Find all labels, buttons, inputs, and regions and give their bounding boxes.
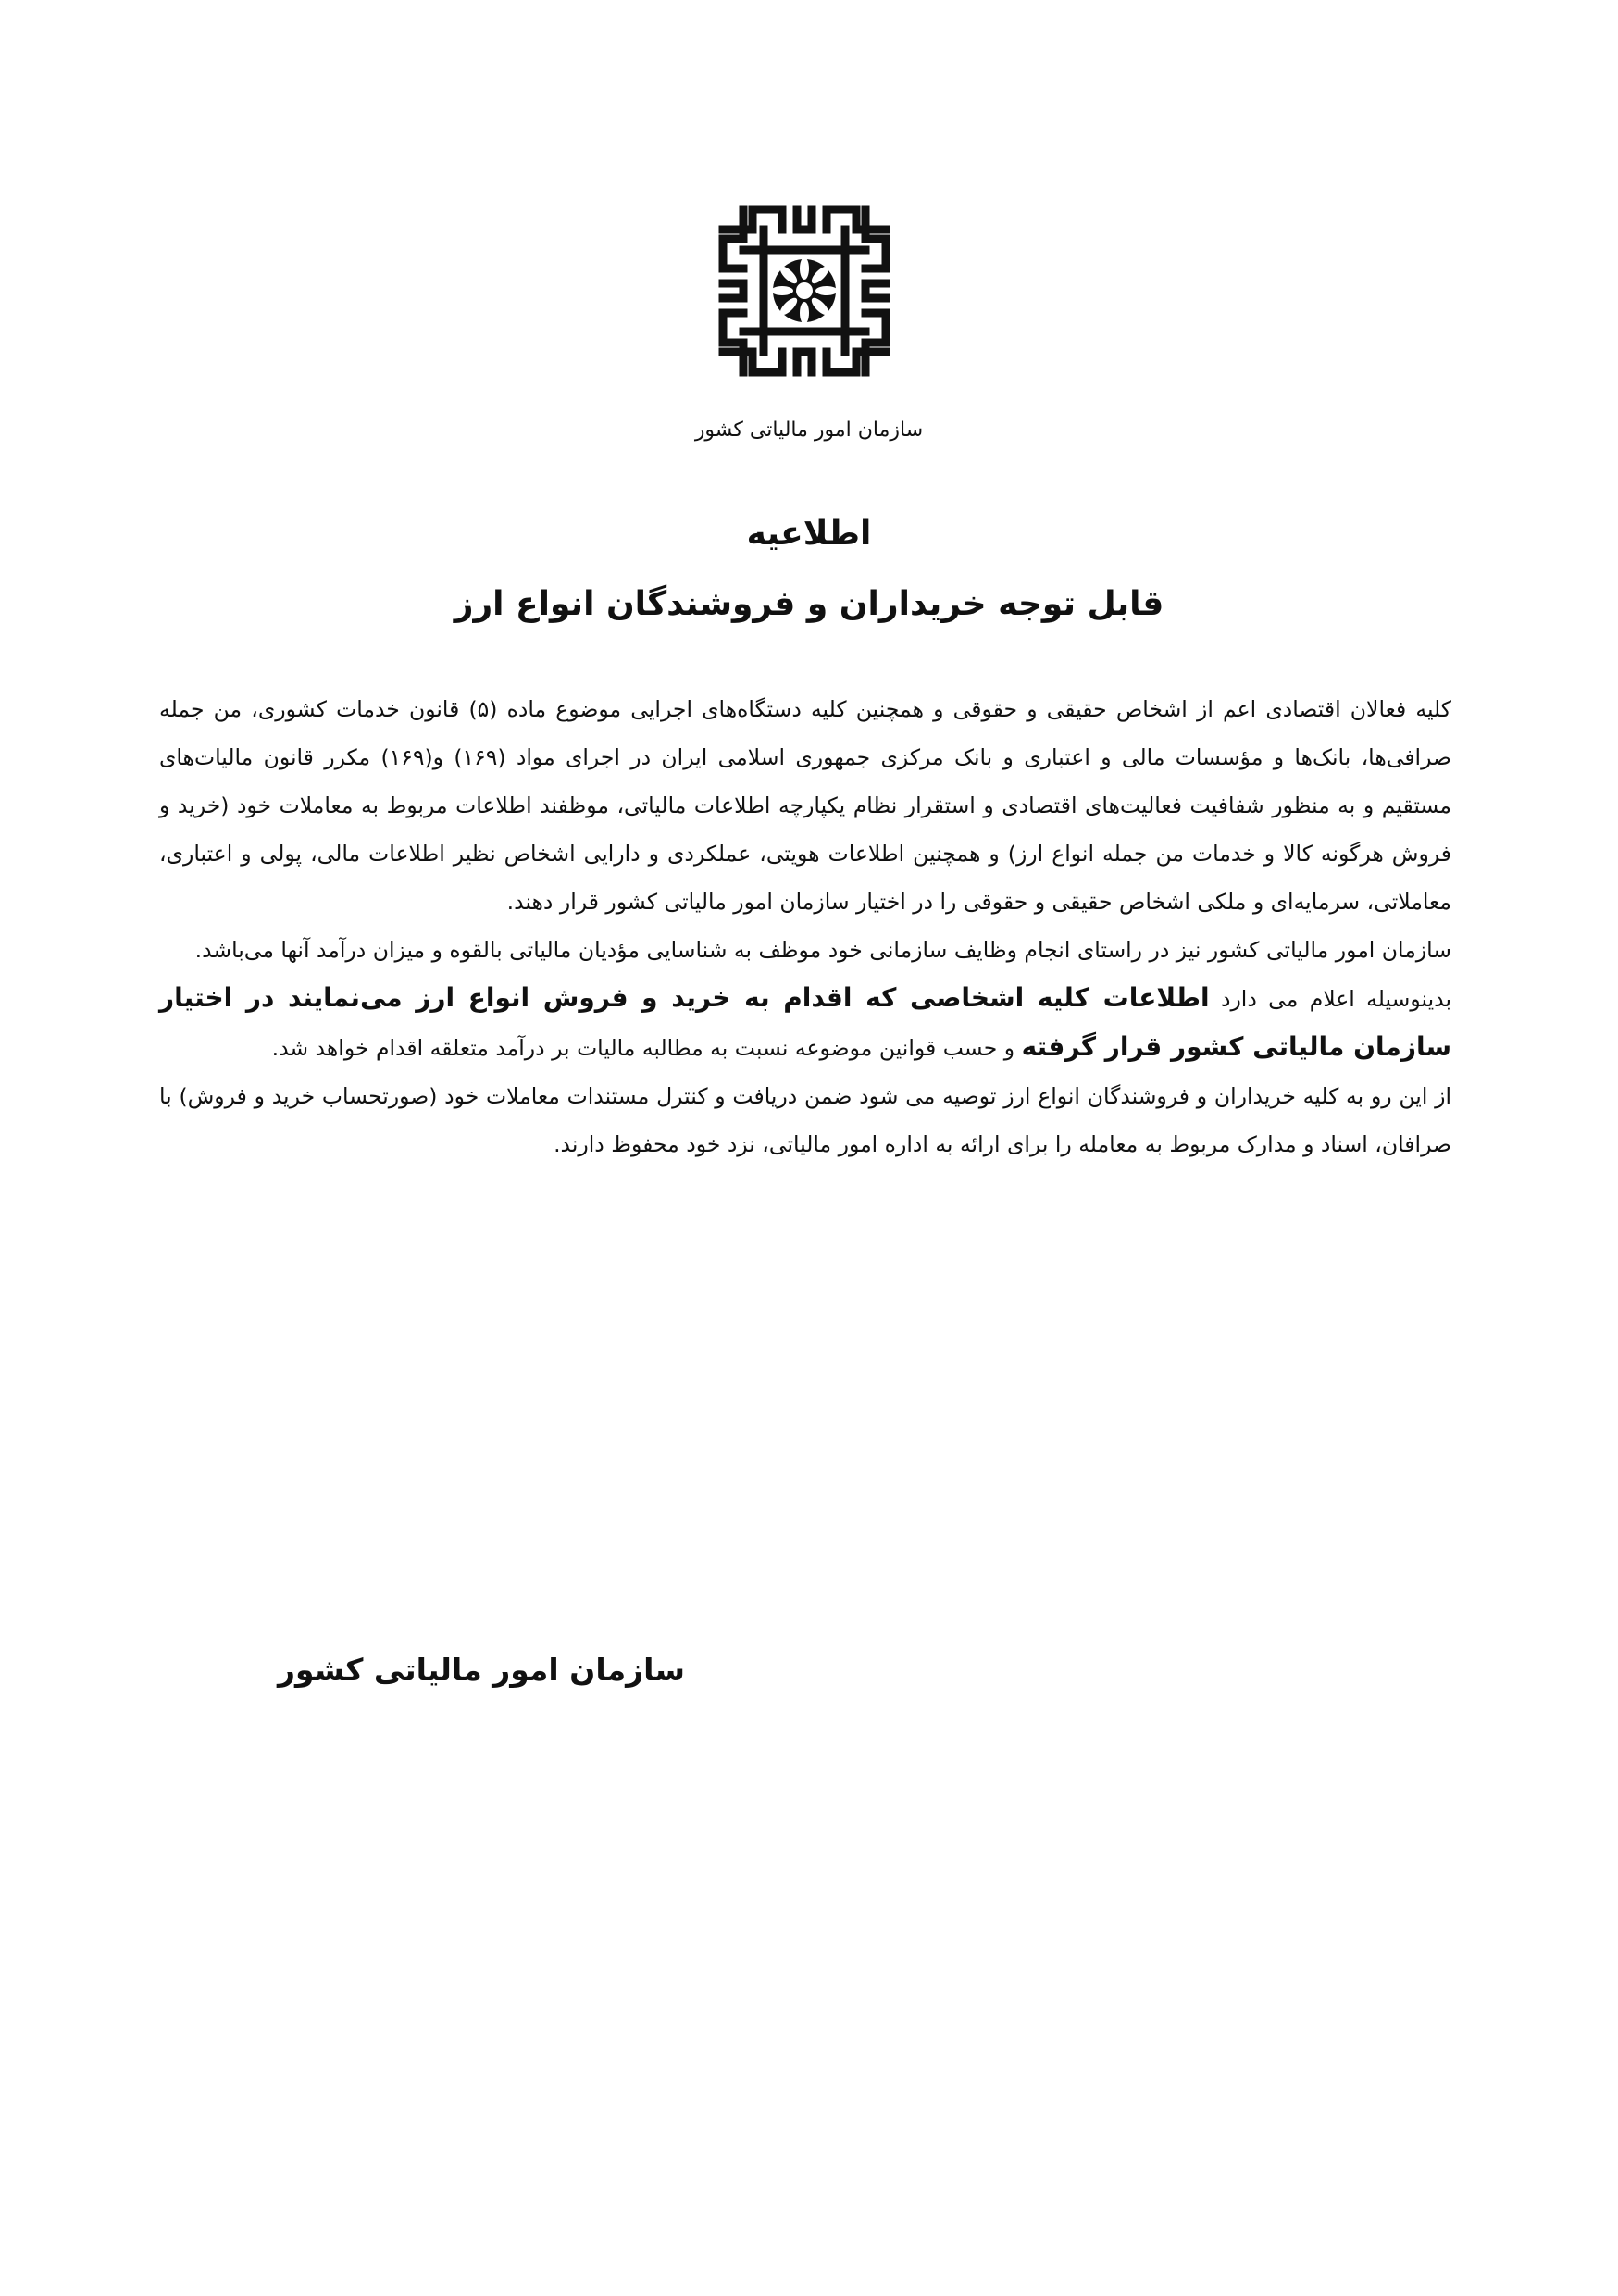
notice-subtitle: قابل توجه خریداران و فروشندگان انواع ارز: [454, 585, 1164, 623]
paragraph-1: کلیه فعالان اقتصادی اعم از اشخاص حقیقی و حقوقی و همچنین کلیه دستگاه‌های اجرایی موضوع ماده (۵) قانون خدمات کشوری، من جمله صرافی‌ها، بانک‌ها و مؤسسات مالی و اعتباری و بانک مرکزی جمهوری اسلامی ایران در اجرای مواد (۱۶۹) و(۱۶۹) مکرر قانون مالیات‌های مستقیم و به منظور شفافیت فعالیت‌های اقتصادی و استقرار نظام یکپارچه اطلاعات مالیاتی، موظفند اطلاعات مربوط به معاملات خود (خرید و فروش هرگونه کالا و خدمات من جمله انواع ارز) و همچنین اطلاعات هویتی، عملکردی و دارایی اشخاص نظیر اطلاعات مالی، پولی و اعتباری، معاملاتی، سرمایه‌ای و ملکی اشخاص حقیقی و حقوقی را در اختیار سازمان امور مالیاتی کشور قرار دهند.: [159, 696, 1452, 915]
notice-body: [159, 685, 1451, 1168]
paragraph-3-intro: بدینوسیله اعلام می دارد: [1209, 986, 1451, 1012]
paragraph-3: [159, 974, 1451, 1072]
paragraph-2: سازمان امور مالیاتی کشور نیز در راستای انجام وظایف سازمانی خود موظف به شناسایی مؤدیان مالیاتی بالقوه و میزان درآمد آنها می‌باشد.: [194, 937, 1451, 963]
paragraph-4: از این رو به کلیه خریداران و فروشندگان انواع ارز توصیه می شود ضمن دریافت و کنترل مستندات معاملات خود (صورتحساب خرید و فروش) با صرافان، اسناد و مدارک مربوط به معامله را برای ارائه به اداره امور مالیاتی، نزد خود محفوظ دارند.: [159, 1083, 1451, 1157]
org-caption: سازمان امور مالیاتی کشور: [694, 418, 924, 442]
notice-title: اطلاعیه: [746, 515, 872, 553]
tax-organization-emblem-icon: [716, 202, 893, 380]
paragraph-3-emphasis: اطلاعات کلیه اشخاصی که اقدام به خرید و فروش انواع ارز می‌نمایند در اختیار سازمان مالیاتی کشور قرار گرفته: [159, 982, 1451, 1062]
paragraph-3-end: و حسب قوانین موضوعه نسبت به مطالبه مالیات بر درآمد متعلقه اقدام خواهد شد.: [271, 1035, 1022, 1061]
signature: سازمان امور مالیاتی کشور: [277, 1652, 685, 1688]
